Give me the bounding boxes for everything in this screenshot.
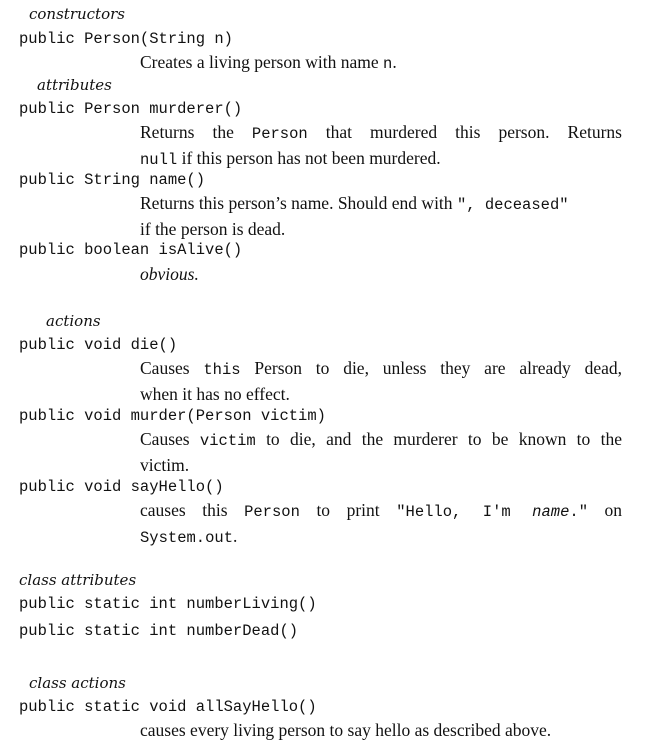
desc-line — [140, 356, 622, 382]
method-signature-murderer: public Person murderer() — [19, 100, 243, 118]
desc-line: victim. — [140, 455, 190, 475]
desc-text: Creates a living person with name — [140, 52, 383, 72]
method-description-person-constructor — [140, 50, 622, 76]
method-description-die — [140, 356, 622, 406]
method-description-allsayhello: causes every living person to say hello as described above. — [140, 720, 552, 740]
desc-line — [140, 191, 622, 217]
desc-text: Causes — [140, 358, 204, 378]
code-person: Person — [244, 503, 300, 521]
method-signature-name: public String name() — [19, 171, 206, 189]
code-system-out: System.out — [140, 529, 234, 547]
desc-text: this — [202, 500, 228, 520]
method-signature-person-constructor: public Person(String n) — [19, 30, 233, 48]
desc-text: Person to die, unless they are already dead, — [240, 358, 623, 378]
code-victim: victim — [199, 432, 256, 450]
desc-text: if this person has not been murdered. — [177, 148, 441, 168]
desc-text: to — [316, 500, 331, 520]
section-heading-actions: actions — [46, 312, 101, 330]
desc-text: causes — [140, 500, 186, 520]
code-text: "Hello, I'm — [396, 503, 533, 521]
method-description-isalive: obvious. — [140, 264, 199, 284]
desc-text: Causes — [140, 429, 200, 449]
desc-line: when it has no effect. — [140, 384, 290, 404]
method-signature-murder: public void murder(Person victim) — [19, 407, 326, 425]
code-null: null — [140, 151, 178, 169]
desc-text: . — [392, 52, 397, 72]
method-description-murder — [140, 427, 622, 477]
desc-text: Returns the — [140, 122, 252, 142]
desc-text: to die, and the murderer to be known to the — [255, 429, 623, 449]
method-signature-allsayhello: public static void allSayHello() — [19, 698, 317, 716]
desc-text: print — [346, 500, 380, 520]
desc-text: on — [604, 500, 623, 520]
method-signature-die: public void die() — [19, 336, 178, 354]
desc-line — [140, 524, 622, 550]
code-deceased: ", deceased" — [456, 196, 569, 214]
method-signature-numberdead: public static int numberDead() — [19, 622, 299, 640]
method-signature-isalive: public boolean isAlive() — [19, 241, 243, 259]
section-heading-class-attributes: class attributes — [19, 571, 137, 589]
method-description-name — [140, 191, 622, 241]
desc-text: . — [233, 526, 238, 546]
desc-line — [140, 120, 622, 146]
method-signature-sayhello: public void sayHello() — [19, 478, 224, 496]
section-heading-attributes: attributes — [37, 76, 112, 94]
code-name-italic: name — [532, 503, 570, 521]
method-signature-numberliving: public static int numberLiving() — [19, 595, 317, 613]
desc-line — [140, 146, 622, 172]
section-heading-constructors: constructors — [29, 5, 125, 23]
desc-line — [140, 498, 622, 524]
method-description-sayhello — [140, 498, 622, 550]
section-heading-class-actions: class actions — [29, 674, 126, 692]
desc-line: if the person is dead. — [140, 219, 286, 239]
desc-line — [140, 427, 622, 453]
method-description-murderer — [140, 120, 622, 172]
code-person: Person — [251, 125, 308, 143]
desc-text: that murdered this person. Returns — [307, 122, 622, 142]
code-this: this — [203, 361, 241, 379]
code-text: ." — [569, 503, 588, 521]
desc-text: Returns this person’s name. Should end with — [140, 193, 457, 213]
code-n: n — [383, 55, 393, 73]
code-hello-string — [396, 503, 588, 521]
